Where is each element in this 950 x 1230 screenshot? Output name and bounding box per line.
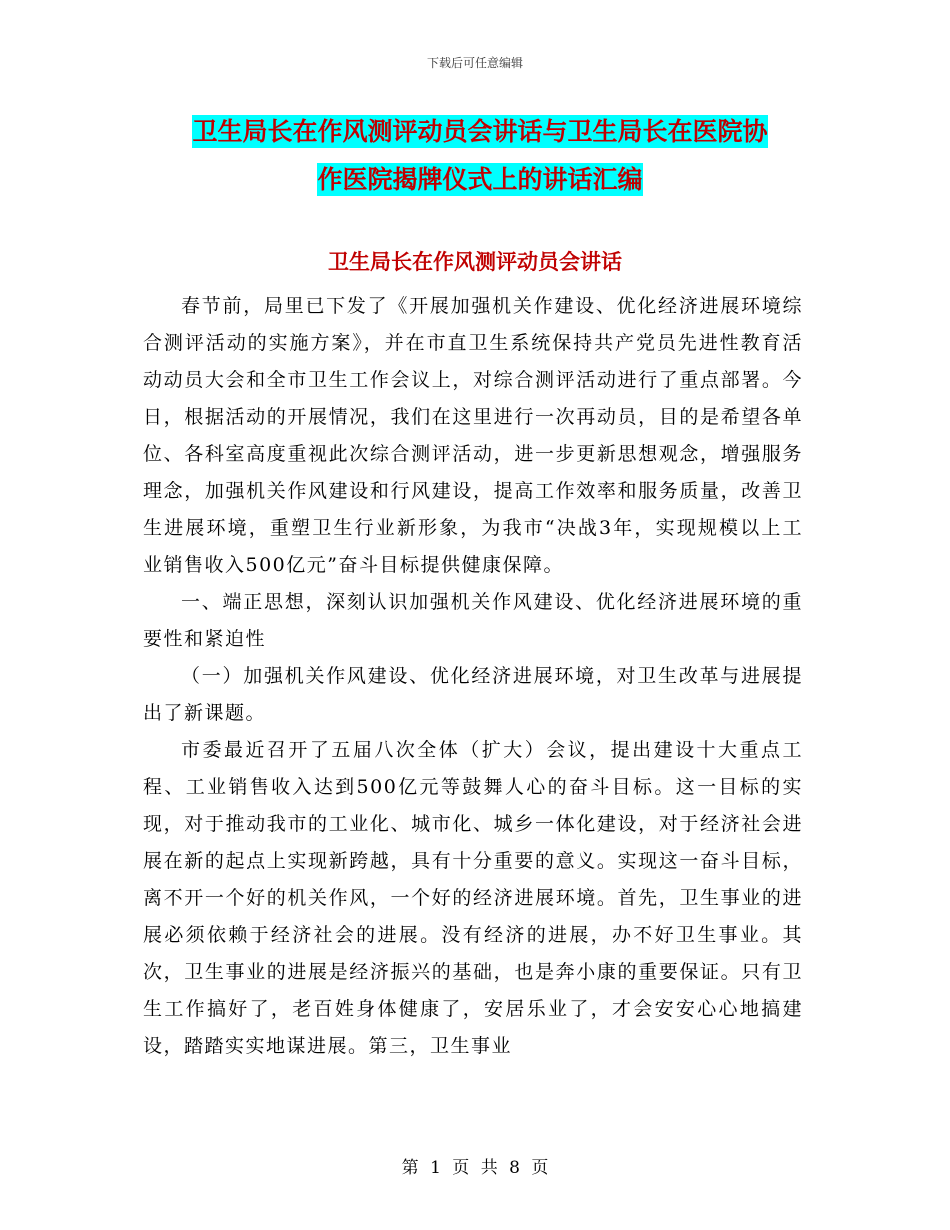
- paragraph: 春节前，局里已下发了《开展加强机关作建设、优化经济进展环境综合测评活动的实施方案》，并在市直卫生系统保持共产党员先进性教育活动动员大会和全市卫生工作会议上，对综合测评活动进行了重点部署。今日，根据活动的开展情况，我们在这里进行一次再动员，目的是希望各单位、各科室高度重视此次综合测评活动，进一步更新思想观念，增强服务理念，加强机关作风建设和行风建设，提高工作效率和服务质量，改善卫生进展环境，重塑卫生行业新形象，为我市“决战3年，实现规模以上工业销售收入500亿元”奋斗目标提供健康保障。: [143, 295, 803, 576]
- title-line-2: 作医院揭牌仪式上的讲话汇编: [317, 165, 643, 194]
- paragraph: （一）加强机关作风建设、优化经济进展环境，对卫生改革与进展提出了新课题。: [143, 665, 803, 724]
- paragraph: 一、端正思想，深刻认识加强机关作风建设、优化经济进展环境的重要性和紧迫性: [143, 591, 803, 650]
- header-note: 下载后可任意编辑: [426, 56, 523, 70]
- title-line-1: 卫生局长在作风测评动员会讲话与卫生局长在医院协: [192, 117, 768, 146]
- section-title: 卫生局长在作风测评动员会讲话: [328, 250, 622, 274]
- document-title: [150, 108, 810, 204]
- page-footer: 第 1 页 共 8 页: [401, 1158, 549, 1178]
- paragraph: 市委最近召开了五届八次全体（扩大）会议，提出建设十大重点工程、工业销售收入达到500亿元等鼓舞人心的奋斗目标。这一目标的实现，对于推动我市的工业化、城市化、城乡一体化建设，对于经济社会进展在新的起点上实现新跨越，具有十分重要的意义。实现这一奋斗目标，离不开一个好的机关作风，一个好的经济进展环境。首先，卫生事业的进展必须依赖于经济社会的进展。没有经济的进展，办不好卫生事业。其次，卫生事业的进展是经济振兴的基础，也是奔小康的重要保证。只有卫生工作搞好了，老百姓身体健康了，安居乐业了，才会安安心心地搞建设，踏踏实实地谋进展。第三，卫生事业: [143, 739, 803, 1057]
- document-body: [143, 288, 803, 1065]
